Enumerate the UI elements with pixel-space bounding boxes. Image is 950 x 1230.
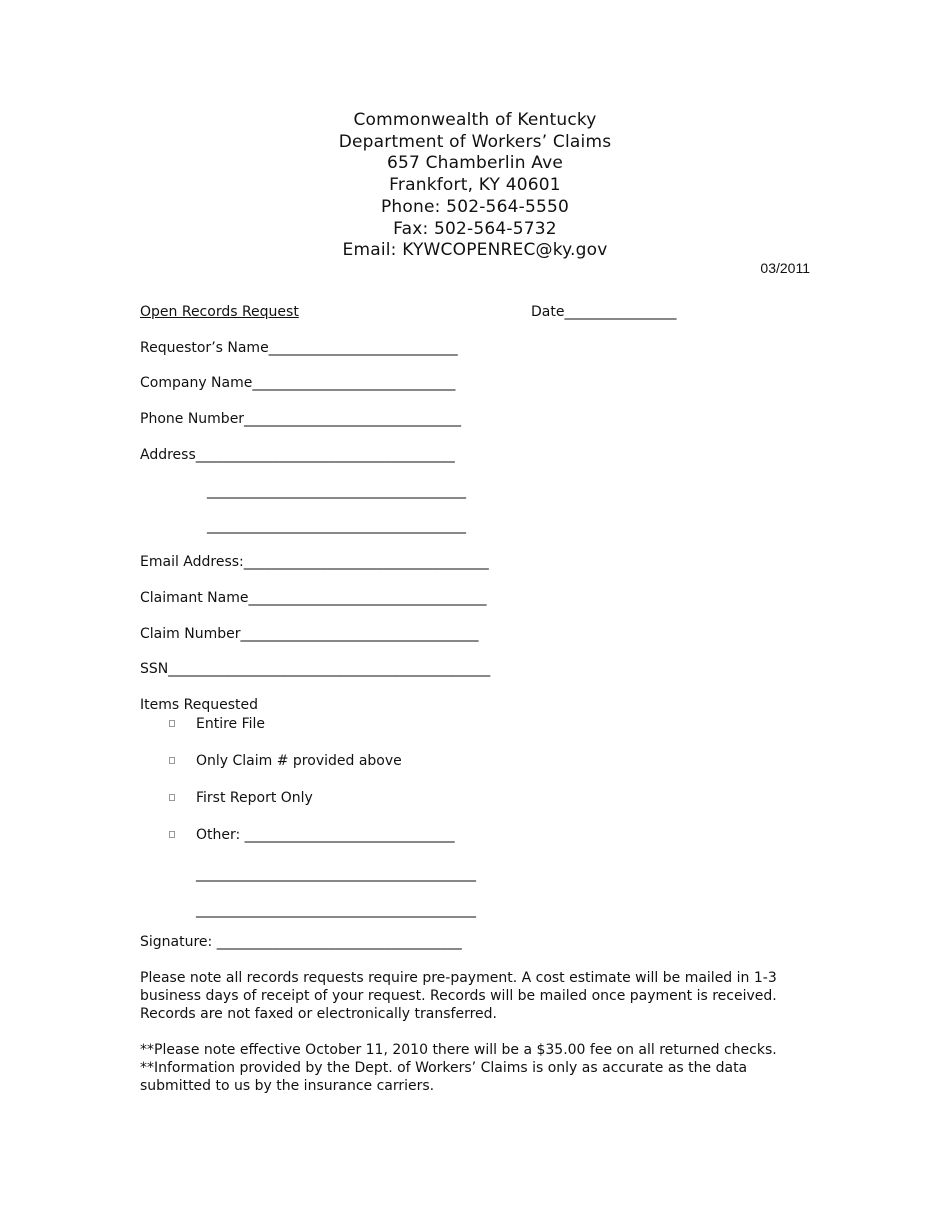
claim-only-label: Only Claim # provided above bbox=[196, 753, 402, 769]
header-email: Email: KYWCOPENREC@ky.gov bbox=[342, 240, 608, 261]
other-field[interactable]: Other: ______________________________ bbox=[196, 827, 455, 843]
header-fax: Fax: 502-564-5732 bbox=[393, 218, 557, 239]
requestor-name-field[interactable]: Requestor’s Name___________________________ bbox=[140, 340, 458, 356]
form-title: Open Records Request bbox=[140, 304, 299, 320]
returned-check-fee-notice: **Please note effective October 11, 2010 there will be a $35.00 fee on all returned checks. bbox=[140, 1042, 777, 1058]
accuracy-disclaimer: **Information provided by the Dept. of Workers’ Claims is only as accurate as the data submitted to us by the insurance carriers. bbox=[140, 1060, 748, 1094]
other-line-3-field[interactable]: ________________________________________ bbox=[196, 902, 476, 918]
header-department: Department of Workers’ Claims bbox=[338, 131, 612, 152]
ssn-field[interactable]: SSN______________________________________________ bbox=[140, 661, 491, 677]
payment-notice: Please note all records requests require pre-payment. A cost estimate will be mailed in 1-3 business days of receipt of your request. Records will be mailed once payment is received. Records are not faxed or electronically transferred. bbox=[140, 970, 777, 1022]
other-checkbox[interactable] bbox=[169, 831, 175, 838]
claimant-name-field[interactable]: Claimant Name__________________________________ bbox=[140, 590, 487, 606]
date-field[interactable]: Date________________ bbox=[531, 304, 677, 320]
agency-header bbox=[0, 110, 950, 262]
header-city: Frankfort, KY 40601 bbox=[389, 175, 561, 196]
header-street: 657 Chamberlin Ave bbox=[386, 153, 564, 174]
header-phone: Phone: 502-564-5550 bbox=[380, 196, 570, 217]
entire-file-label: Entire File bbox=[196, 716, 266, 732]
claim-number-field[interactable]: Claim Number__________________________________ bbox=[140, 626, 479, 642]
company-name-field[interactable]: Company Name_____________________________ bbox=[140, 375, 456, 391]
entire-file-checkbox[interactable] bbox=[169, 720, 175, 727]
claim-only-checkbox[interactable] bbox=[169, 757, 175, 764]
form-revision-date: 03/2011 bbox=[760, 260, 810, 276]
first-report-label: First Report Only bbox=[196, 790, 313, 806]
items-requested-label: Items Requested bbox=[140, 697, 258, 713]
phone-number-field[interactable]: Phone Number_______________________________ bbox=[140, 411, 462, 427]
first-report-checkbox[interactable] bbox=[169, 794, 175, 801]
address-line-3-field[interactable]: _____________________________________ bbox=[207, 518, 466, 534]
address-field[interactable]: Address_____________________________________ bbox=[140, 447, 455, 463]
other-line-2-field[interactable]: ________________________________________ bbox=[196, 866, 476, 882]
address-line-2-field[interactable]: _____________________________________ bbox=[207, 483, 466, 499]
header-state: Commonwealth of Kentucky bbox=[353, 110, 597, 130]
signature-field[interactable]: Signature: ___________________________________ bbox=[140, 934, 462, 950]
email-address-field[interactable]: Email Address:___________________________________ bbox=[140, 554, 489, 570]
